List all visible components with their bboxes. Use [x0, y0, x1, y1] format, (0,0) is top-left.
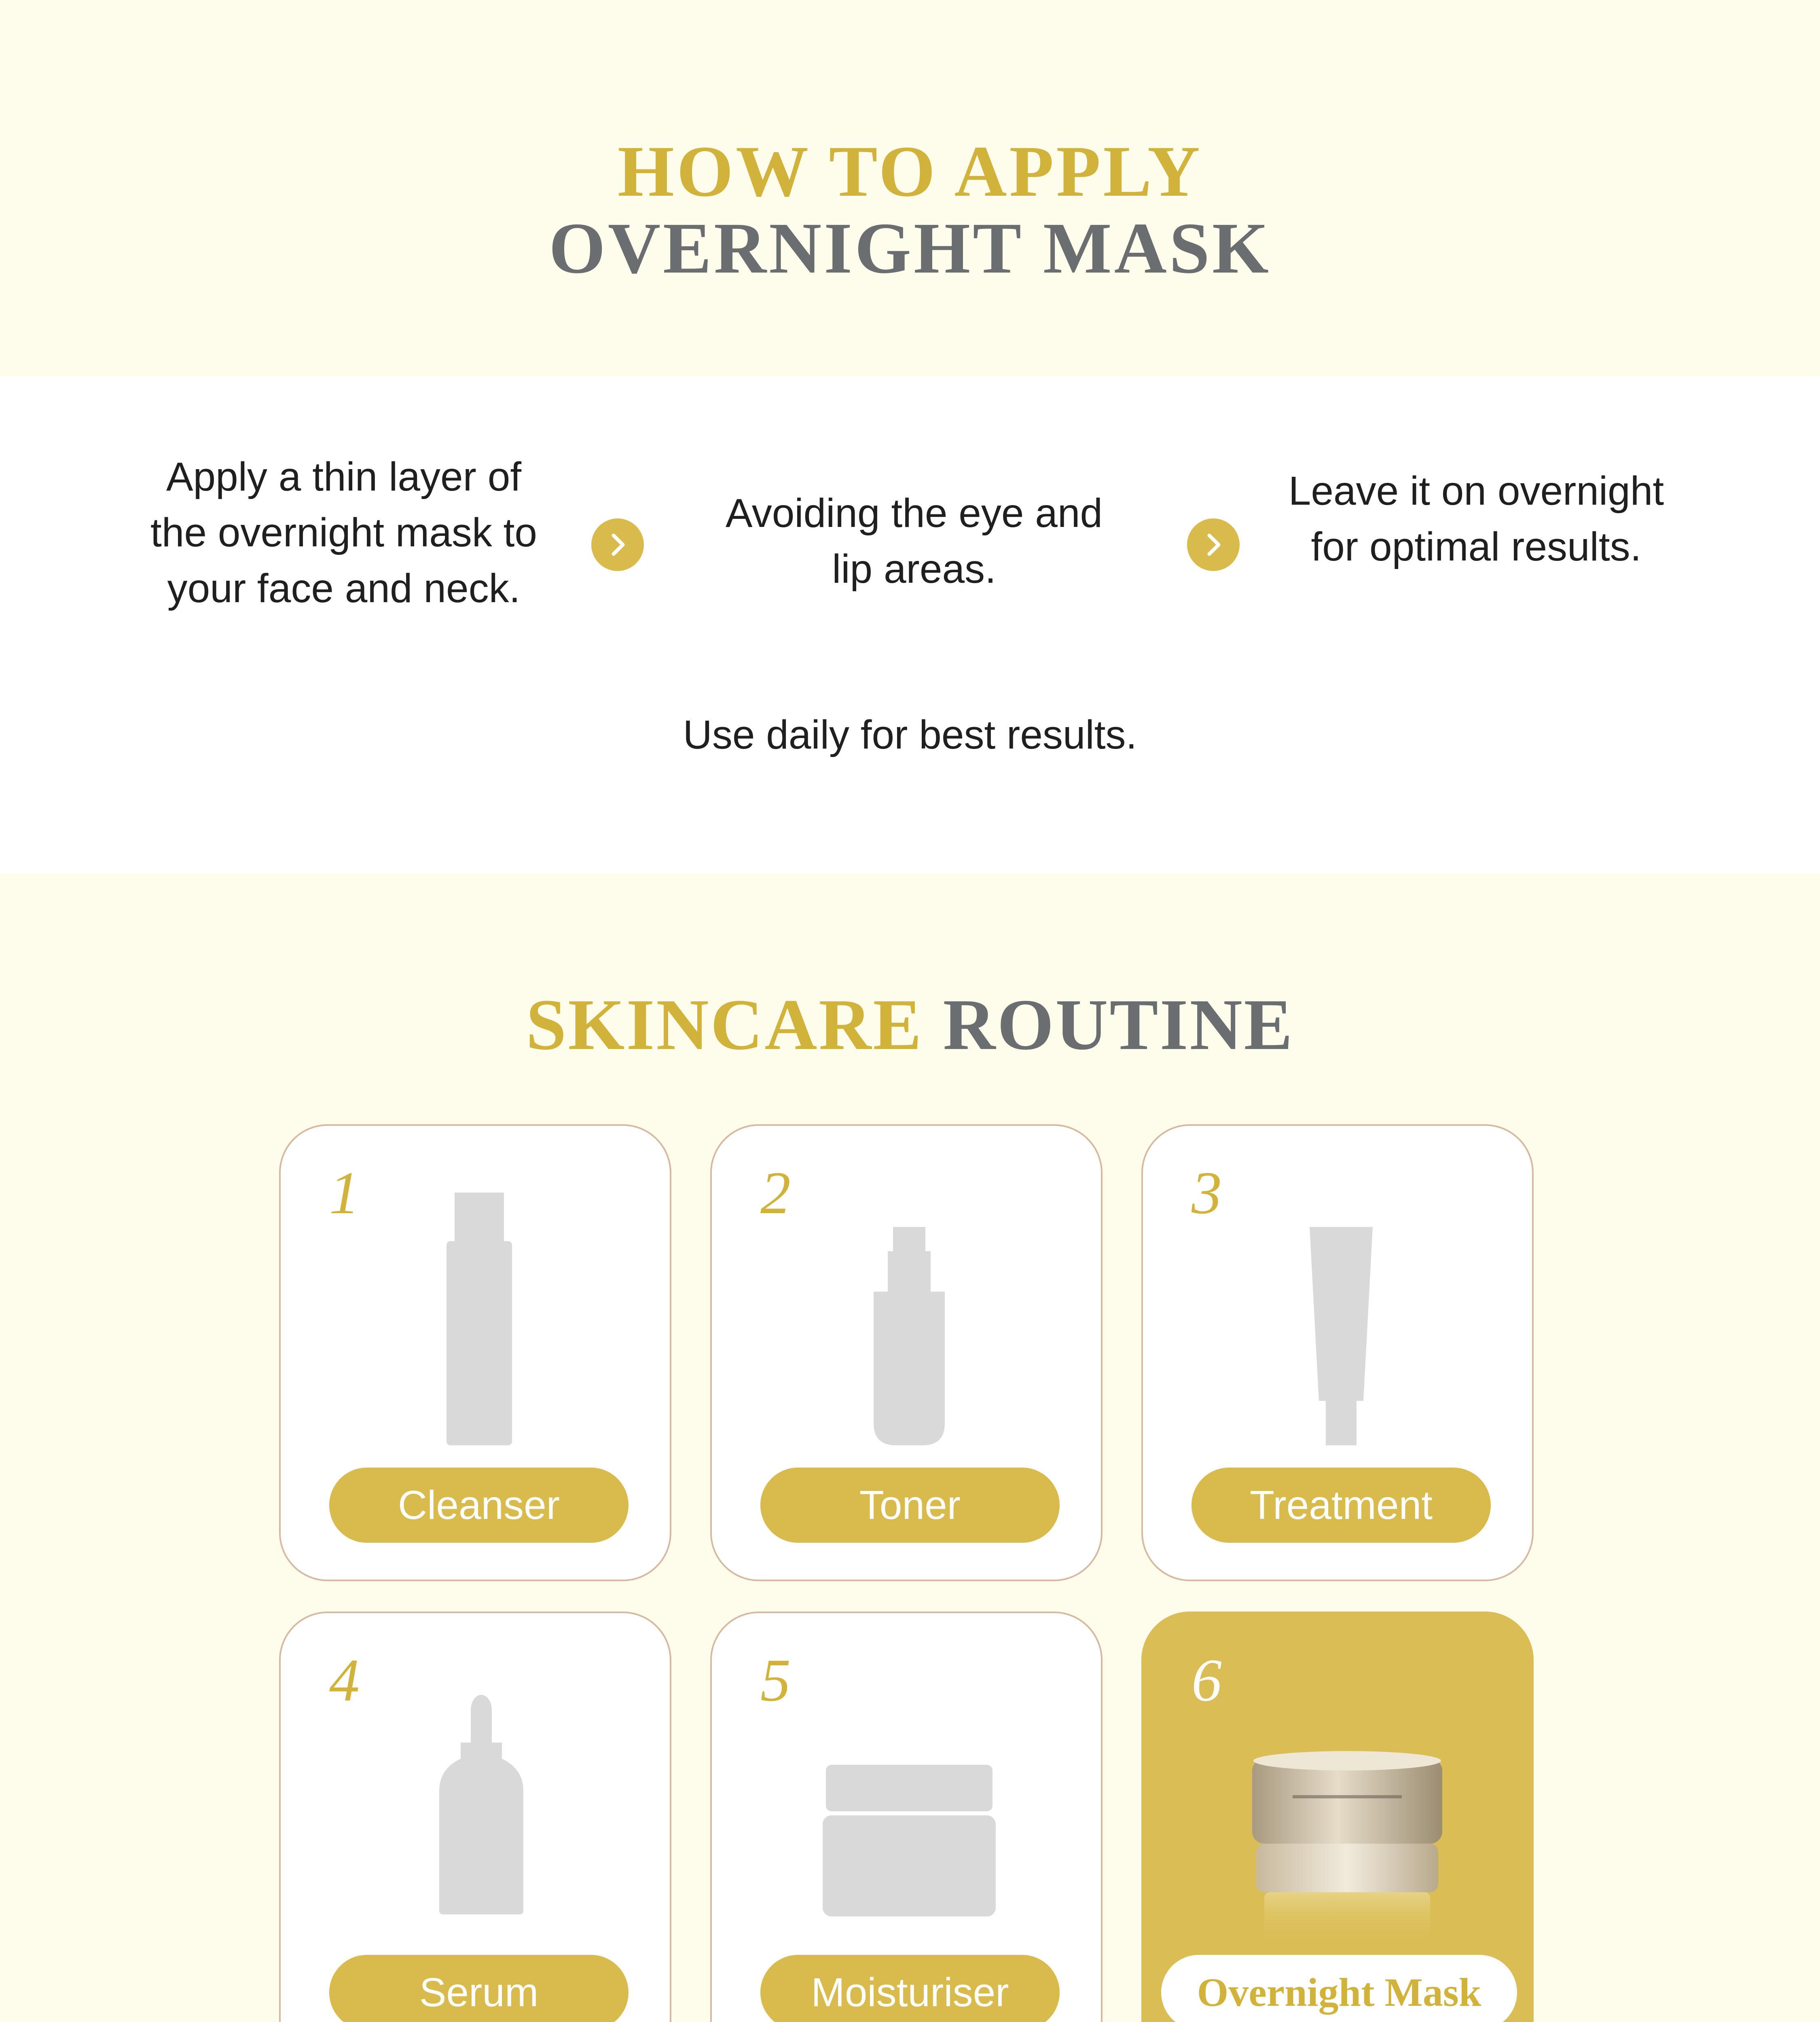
product-label: Moisturiser — [760, 1955, 1060, 2022]
routine-card-moisturiser[interactable] — [710, 1612, 1103, 2022]
routine-card-cleanser[interactable] — [279, 1124, 671, 1581]
routine-card-toner[interactable] — [710, 1124, 1103, 1581]
step-number: 6 — [1191, 1647, 1222, 1714]
product-label: Treatment — [1191, 1468, 1491, 1543]
routine-title-grey: ROUTINE — [943, 984, 1294, 1065]
step-number: 4 — [329, 1647, 360, 1714]
chevron-right-icon — [591, 518, 644, 571]
title-line-2: OVERNIGHT MASK — [549, 208, 1271, 288]
application-steps — [0, 376, 1820, 874]
routine-title-gold: SKINCARE — [526, 984, 923, 1065]
routine-card-serum[interactable] — [279, 1612, 671, 2022]
step-number: 3 — [1191, 1159, 1222, 1227]
header-section — [0, 0, 1820, 376]
skincare-routine-section — [0, 874, 1820, 2022]
step-2-text: Avoiding the eye and lip areas. — [725, 491, 1103, 592]
step-number: 5 — [760, 1647, 791, 1714]
step-number: 2 — [760, 1159, 791, 1227]
routine-card-treatment[interactable] — [1141, 1124, 1534, 1581]
routine-title — [0, 983, 1820, 1066]
chevron-right-icon — [1187, 518, 1240, 571]
usage-note: Use daily for best results. — [683, 712, 1137, 757]
step-1-text: Apply a thin layer of the overnight mask to your face and neck. — [150, 454, 538, 611]
title-line-1: HOW TO APPLY — [618, 131, 1202, 212]
product-label: Overnight Mask — [1161, 1955, 1517, 2022]
routine-card-overnight-mask[interactable] — [1141, 1612, 1534, 2022]
product-label: Toner — [760, 1468, 1060, 1543]
step-number: 1 — [329, 1159, 360, 1227]
product-label: Cleanser — [329, 1468, 629, 1543]
product-label: Serum — [329, 1955, 629, 2022]
step-3-text: Leave it on overnight for optimal results. — [1288, 468, 1664, 569]
